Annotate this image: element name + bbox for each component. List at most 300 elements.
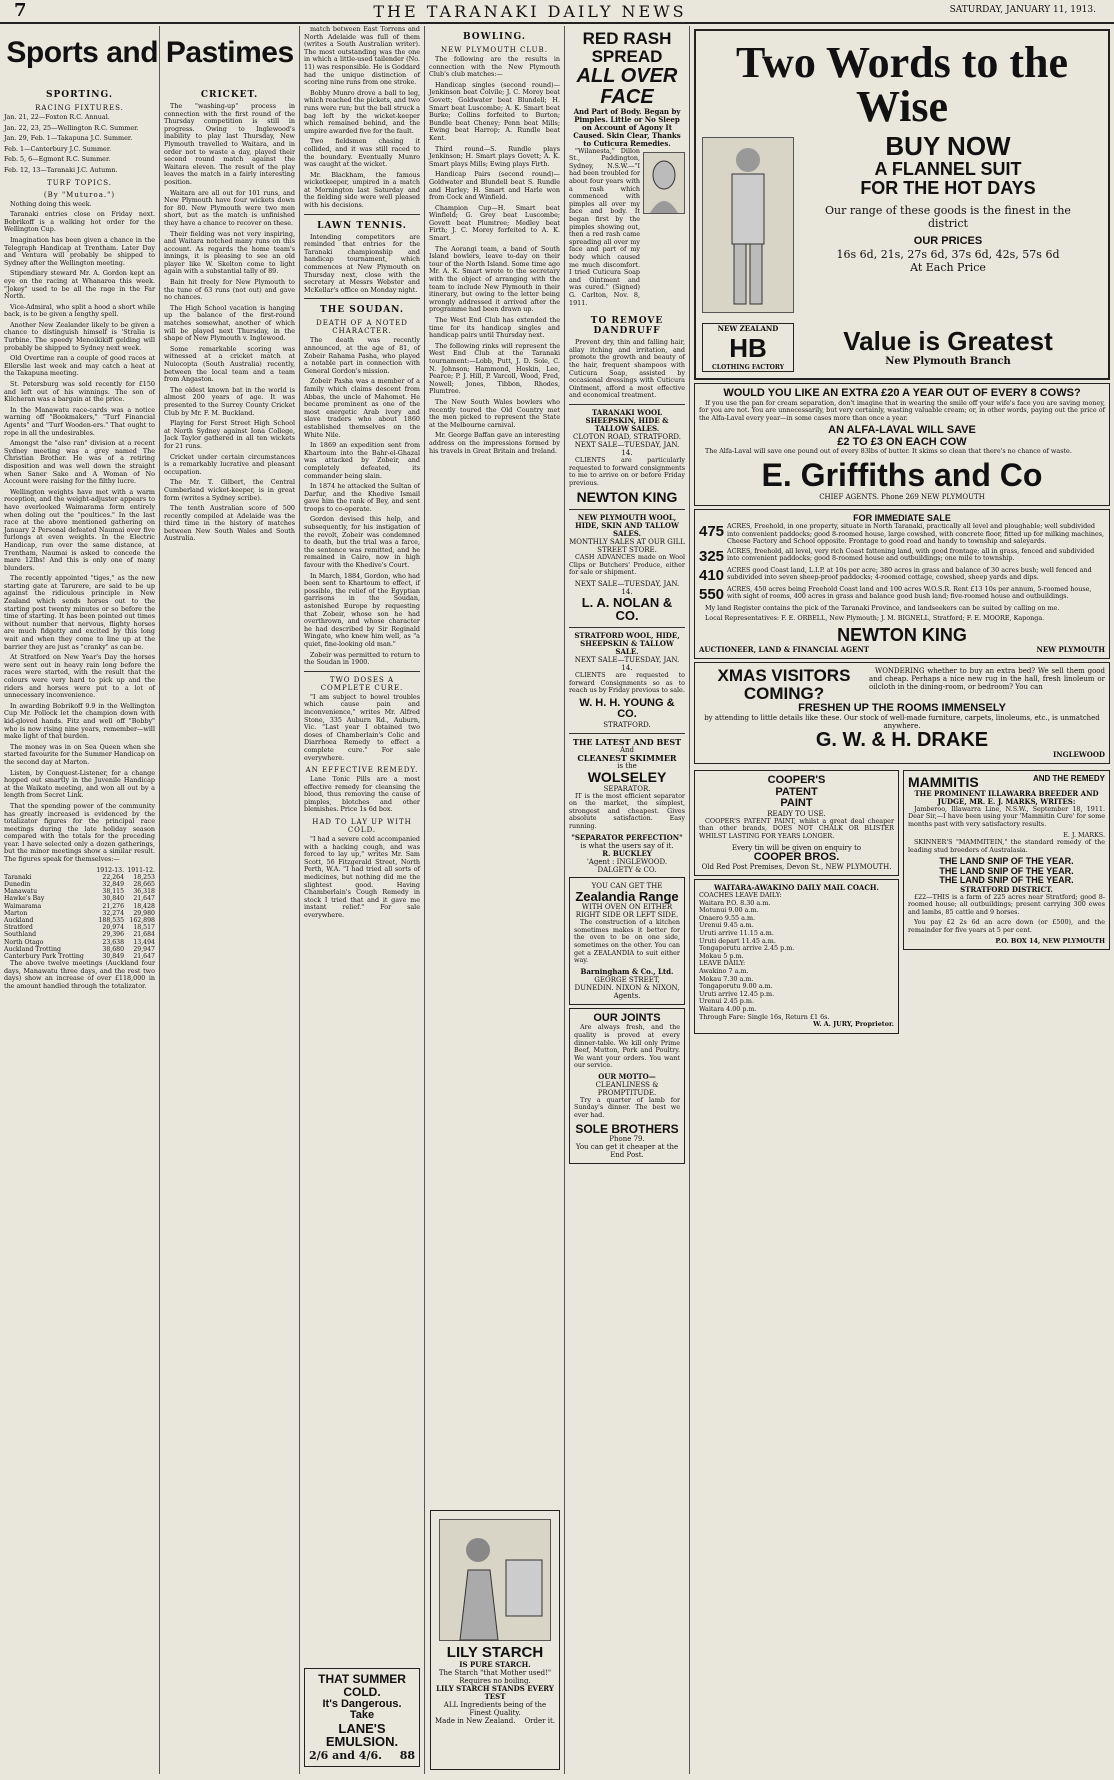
joints-ad <box>569 1008 685 1164</box>
bad-cold-text: "I had a severe cold accompanied with a hacking cough, and was forced to lay up," writes Mr. Sam Scott, 56 Fitzgerald Street, North Perth, W.A. "I had tried all sorts of medicines, but nothing did me the slightest good. Having Chamberlain's Cough Remedy in stock I tried that and it gave me instant relief." For sale everywhere. <box>304 835 420 919</box>
column-tennis-soudan <box>300 26 425 1774</box>
zealandia-l3: WITH OVEN ON EITHER RIGHT SIDE OR LEFT SIDE. <box>575 903 679 920</box>
coopers-body: COOPER'S PATENT PAINT, whilst a great deal cheaper than other brands, DOES NOT CHALK OR BLISTER WHILST LASTING FOR YEARS LONGER. <box>699 816 894 840</box>
property-ad <box>694 509 1110 659</box>
turf-paragraph: Another New Zealander likely to be given a chance to distinguish himself is 'Stralia is Turbine. The speedy Menoikikiff gelding will probably be shipped to Sydney next week. <box>4 320 155 352</box>
cricket-cont-paragraph: Bobby Munro drove a ball to leg, which reached the pickets, and two runs were run; but the ball struck a bag left by the wicket-keeper which remained behind, and the umpire awarded five for the fault. <box>304 88 420 135</box>
coach-time: Mokau 7.30 a.m. <box>699 974 754 983</box>
bowling-paragraph: Mr. George Baffan gave an interesting address on the impressions formed by his travels in Great Britain and Ireland. <box>429 431 560 455</box>
property-reps: Local Representatives: F. E. ORBELL, New Plymouth; J. M. BIGNELL, Stratford; F. E. MOORE, Kaponga. <box>705 614 1045 623</box>
totals-row <box>4 874 155 881</box>
masthead-title: THE TARANAKI DAILY NEWS <box>373 2 687 21</box>
value-greatest: Value is Greatest <box>843 326 1053 357</box>
totals-header-cell: 1912-13. <box>96 866 125 874</box>
turf-paragraph: Amongst the "also ran" division at a recent Sydney meeting was a grey named The Christian Brother. He was of a retiring disposition and was well down the straight when Saner Sake and A Woman of No Account were raising for the filthy lucre. <box>4 439 155 486</box>
totals-cell: 21,684 <box>133 931 155 939</box>
totals-row <box>4 895 155 902</box>
two-words-title: Two Words to the Wise <box>735 38 1069 131</box>
fixture-item: Jan. 22, 23, 25—Wellington R.C. Summer. <box>4 123 139 132</box>
lily-l3: LILY STARCH STANDS EVERY TEST <box>436 1683 554 1701</box>
newton-king-firm: NEWTON KING <box>837 625 967 646</box>
cricket-paragraph: Playing for Ferst Street High School at North Sydney against Iona College, Jack Taylor gathered in all ten wickets for 21 runs. <box>164 419 295 450</box>
po-box: P.O. BOX 14, NEW PLYMOUTH <box>995 936 1105 945</box>
mammitis-h2: AND THE REMEDY <box>1032 774 1105 784</box>
soudan-paragraph: The death was recently announced, at the age of 81, of Zobeir Rahama Pasha, who played a notable part in connection with General Gordon's mission. <box>304 336 420 375</box>
totals-row <box>4 910 155 917</box>
newton-king-place: NEW PLYMOUTH <box>1036 644 1105 654</box>
property-acres: 550 <box>699 585 725 603</box>
totalizator-table <box>4 867 155 961</box>
property-register: My land Register contains the pick of the Taranaki Province, and landseekers can be suited by calling on me. <box>705 603 1060 612</box>
stratford-wool-place: STRATFORD. <box>603 720 651 729</box>
coach-prop: W. A. JURY, Proprietor. <box>813 1020 894 1029</box>
totals-cell: North Otago <box>4 938 44 946</box>
red-rash-sub: And Part of Body. Began by Pimples. Little or No Sleep on Account of Agony It Caused. Skin Clear, Thanks to Cuticura Remedies. <box>573 106 681 148</box>
bowling-paragraph: The following are the results in connection with the New Plymouth Club's club matches:— <box>429 55 560 79</box>
masthead-date: SATURDAY, JANUARY 11, 1913. <box>949 5 1096 15</box>
soudan-paragraph: In 1874 he attacked the Sultan of Darfur, and the Khedive Ismail gave him the rank of Bey, and sent troops to co-operate. <box>304 482 420 513</box>
alfa-body: If you use the pan for cream separation, don't imagine that in wearing the smile off your wife's face you are saving money, for you are not. You are unnecessarily, but very certainly, wasting valuable cream; or, in other words, paying out the price of the Alfa-Laval every year—in some cases more than once a year. <box>699 398 1105 422</box>
totals-cell: 30,840 <box>102 895 125 903</box>
fixture-item: Jan. 29, Feb. 1—Takapuna J.C. Summer. <box>4 134 133 143</box>
taranaki-wool-head: TARANAKI WOOL SHEEPSKIN, HIDE & TALLOW SALES. <box>585 407 669 433</box>
page-number: 7 <box>14 0 27 21</box>
turf-paragraph: Vice-Admiral, who split a hood a short while back, is to be given a lengthy spell. <box>4 302 155 319</box>
two-doses-heading: TWO DOSES A COMPLETE CURE. <box>320 675 404 692</box>
turf-paragraph: Nothing doing this week. <box>10 199 92 208</box>
turf-paragraph: St. Petersburg was sold recently for £150 and left out of his winnings. The son of Kilcheran was a bargain at the price. <box>4 380 155 404</box>
effective-text: Lane Tonic Pills are a most effective remedy for cleansing the blood, thus removing the cause of pimples, blotches and other blemishes. Price 1s 6d box. <box>304 775 420 814</box>
totals-cell: Marton <box>4 909 28 917</box>
coach-time: Uruti depart 11.45 a.m. <box>699 936 776 945</box>
coach-time: Onaero 9.55 a.m. <box>699 913 756 922</box>
totals-cell: 38,680 <box>102 945 125 953</box>
taranaki-wool-body: CLIENTS are particularly requested to forward consignments to me to arrive on or before Friday previous. <box>569 455 685 487</box>
hb-logo <box>702 323 794 372</box>
bad-cold-heading: HAD TO LAY UP WITH COLD. <box>312 818 412 835</box>
taranaki-wool-place: CLOTON ROAD, STRATFORD. <box>573 432 681 441</box>
coach-time: Mokau 5 p.m. <box>699 951 744 960</box>
property-item <box>699 548 1105 565</box>
newton-king-sub: AUCTIONEER, LAND & FINANCIAL AGENT <box>699 644 869 654</box>
effective-heading: AN EFFECTIVE REMEDY. <box>305 766 419 775</box>
totals-cell: 29,947 <box>133 945 155 953</box>
soudan-paragraph: Zobeir was permitted to return to the Soudan in 1900. <box>304 650 420 667</box>
bowling-paragraph: The following rinks will represent the West End Club at the Taranaki tournament:—Lobb, Putt, J. D. Sole, C. N. Johnson; Hammond, Hoskin, Lee, Pearce; P. J. Hill, P. Varcoll, Wood, Fred, Nowell; Jones, Tibbon, Rhodes, Plumtree. <box>429 341 560 396</box>
totals-header-row <box>4 867 155 874</box>
lily-l1: IS PURE STARCH. <box>459 1659 531 1669</box>
coopers-h2: PATENT <box>775 785 818 798</box>
lanes-emulsion-ad <box>304 1668 420 1767</box>
property-item <box>699 586 1105 603</box>
totals-cell: Taranaki <box>4 873 32 881</box>
fixtures-list <box>4 114 155 175</box>
two-words-ad <box>694 29 1110 380</box>
buy-now: BUY NOW <box>885 131 1011 161</box>
cricket-paragraph: Waitara are all out for 101 runs, and New Plymouth have four wickets down for 80. New Plymouth were two men short, but as the match is unfinished they have a chance to recover on these. <box>164 188 295 227</box>
xmas-h1: XMAS VISITORS <box>717 665 851 685</box>
mammitis-sub: THE PROMINENT ILLAWARRA BREEDER AND JUDGE, MR. E. J. MARKS, WRITES: <box>914 788 1099 806</box>
totals-cell: 38,115 <box>102 888 125 896</box>
xmas-right: WONDERING whether to buy an extra bed? We sell them good and cheap. Perhaps a nice new rug in the hall, fresh linoleum or oilcloth in the dining-room, or bedroom? You can <box>869 666 1105 691</box>
turf-paragraph: At Stratford on New Year's Day the horses were sent out in heavy rain long before the races were started, with the result that the colours were very hard to pick up and the riders and horses were put to a lot of unnecessary inconvenience. <box>4 653 155 700</box>
land-deposit: You pay £2 2s 6d an acre down (or £500), and the remainder for five years at 5 per cent. <box>908 918 1105 935</box>
bowling-paragraph: Third round—S. Rundle plays Jenkinson; H. Smart plays Govett; A. K. Smart plays Mills; Ewing plays Firth. <box>429 144 560 168</box>
coach-time: Uruti arrive 12.45 p.m. <box>699 989 775 998</box>
wolseley-agent: R. BUCKLEY <box>602 848 652 858</box>
mammitis-h1: MAMMITIS <box>908 774 979 791</box>
totals-summary: The above twelve meetings (Auckland four days, Manawatu three days, and the rest two days) show an increase of over £118,000 in the amount handled through the totalizator. <box>4 959 155 991</box>
totals-cell: 20,974 <box>102 924 125 932</box>
zealandia-addr: GEORGE STREET, DUNEDIN. NIXON & NIXON, Agents. <box>574 975 680 1000</box>
property-acres: 410 <box>699 566 725 584</box>
two-doses-text: "I am subject to bowel troubles which cause pain and inconvenience," writes Mr. Alfred Stone, 335 Auburn Rd., Auburn, Vic. "Last year I obtained two doses of Chamberlain's Colic and Diarrhoea Remedy to effect a complete cure." For sale everywhere. <box>304 692 420 762</box>
stratford-wool-body: CLIENTS are requested to forward Consignments so as to reach us by Friday previous to sale. <box>569 671 685 695</box>
coopers-ready: READY TO USE. <box>767 809 826 818</box>
lily-l2: The Starch "that Mother used!" Requires no boiling. <box>438 1668 552 1685</box>
property-item <box>699 567 1105 584</box>
totals-cell: 36,318 <box>133 888 155 896</box>
mammitis-body: Jamberoo, Illawarra Line, N.S.W., September 18, 1911. Dear Sir,—I have been using your 'Mammitin Cure' for some months past with very satisfactory results. <box>908 804 1105 829</box>
totals-cell: 18,253 <box>133 873 155 881</box>
soudan-article <box>304 337 420 666</box>
coach-fare: Through Fare: Single 16s, Return £1 6s. <box>699 1012 830 1021</box>
red-rash-head1: RED RASH SPREAD <box>582 29 672 66</box>
turf-paragraph: Taranaki entries close on Friday next. Bobrikoff is a walking hot order for the Wellington Cup. <box>4 210 155 234</box>
lanes-ad-number: 88 <box>399 1749 415 1762</box>
lanes-ad-head1: THAT SUMMER COLD. <box>318 1672 406 1700</box>
motto-heading: OUR MOTTO— <box>598 1071 656 1081</box>
bowling-heading: BOWLING. <box>463 32 526 42</box>
zealandia-name: Zealandia Range <box>575 888 679 904</box>
coopers-tin: Every tin will be given on enquiry to <box>731 843 862 852</box>
totals-cell: 18,517 <box>133 924 155 932</box>
property-acres: 325 <box>699 547 725 565</box>
coach-leave1: COACHES LEAVE DAILY: <box>699 891 782 900</box>
turf-paragraph: In the Manawatu race-cards was a notice warning off "Bookmakers," "Turf Financial Agents" and "Turf Wooden-ers." That ought to rope in all the undesirables. <box>4 405 155 437</box>
property-head: FOR IMMEDIATE SALE <box>853 512 951 523</box>
lily-starch-name: LILY STARCH <box>446 1644 544 1661</box>
column-cricket <box>160 26 300 1774</box>
coach-time: Waitara P.O. 8.30 a.m. <box>699 898 771 907</box>
stratford-district: STRATFORD DISTRICT. <box>960 884 1053 894</box>
totals-row <box>4 881 155 888</box>
coach-time: Urenui 9.45 a.m. <box>699 921 754 930</box>
alfa-save2: £2 TO £3 ON EACH COW <box>837 435 967 448</box>
totals-cell: 22,264 <box>102 873 125 881</box>
stratford-wool-firm: W. H. H. YOUNG & CO. <box>579 696 675 721</box>
coach-time: Uruti arrive 11.15 a.m. <box>699 929 774 938</box>
alfa-body2: The Alfa-Laval will save one pound out of every 83lbs of butter. It skims so clean that there's no chance of waste. <box>705 447 1072 456</box>
soudan-heading: THE SOUDAN. <box>320 305 404 316</box>
coach-time: Tongaporutu 9.00 a.m. <box>699 982 773 991</box>
drake-firm: G. W. & H. DRAKE <box>815 729 989 752</box>
bowling-paragraph: Handicap singles (second round)—Jenkinson beat Colvile; J. C. Morey beat Govett; Goldwater beat Blundell; H. Smart beat Luscombe; A. K. Smart beat Burke; Collins forfeited to Burton; Bundle beat Cheney; Penn beat Mills; Ewing beat Harrop; A. Rundle beat Kent. <box>429 80 560 142</box>
totals-cell: 13,494 <box>133 938 155 946</box>
wolseley-l4: is the <box>617 761 637 770</box>
lawn-tennis-heading: LAWN TENNIS. <box>317 220 407 231</box>
cricket-cont-paragraph: match between East Torrens and North Adelaide was full of them (writes a South Australian writer). The most outstanding was the one in which a little-used tailender (No. 11) was responsible. He is Goddard had the unique distinction of scoring nine runs from one stroke. <box>304 25 420 87</box>
bowling-paragraph: Handicap Pairs (second round)—Goldwater and Blundell beat S. Rundle and Harley; H. Smart and Harle won from Cock and Winfield. <box>429 170 560 202</box>
totals-cell: Waimarama <box>4 902 42 910</box>
try-text: Try a quarter of lamb for Sunday's dinner. The best we ever had. <box>574 1095 680 1120</box>
soudan-paragraph: In March, 1884, Gordon, who had been sent to Khartoum to effect, if possible, the relief of the Egyptian garrisons in the Soudan, astonished Europe by requesting that Zobeir, whose son he had overthrown, and whose character he had described by Sir Reginald Wingate, who knew him well, as "a quiet, fine-looking old man." <box>304 571 420 648</box>
wolseley-l2: And <box>619 745 635 754</box>
totals-cell: 188,535 <box>98 917 125 925</box>
totals-cell: 29,396 <box>102 931 125 939</box>
cricket-paragraph: The "washing-up" process in connection with the first round of the Thursday competition is still in progress. Owing to Inglewood's inability to play last Thursday, New Plymouth travelled to Waitara, and in order not to waste a day, played their second round match against the Waitara eleven. The result of the play leaves the match in a fairly interesting position. <box>164 102 295 186</box>
range-text: Our range of these goods is the finest in the district <box>825 204 1071 231</box>
coopers-h3: PAINT <box>780 797 813 810</box>
wolseley-agent-place: 'Agent : INGLEWOOD. DALGETY & CO. <box>586 857 668 874</box>
red-rash-body: "Wilanesta," Dillon St., Paddington, Sydney, N.S.W.—"I had been troubled for about four years with a rash which commenced with pimples all over my face and body. It began first by the pimples showing out, then a red rash came spreading all over my face and part of my body which caused me much discomfort. I tried Cuticura Soap and Ointment and was cured." (Signed) G. Carlton, Nov. 8, 1911. <box>569 146 640 307</box>
totals-cell: Hawke's Bay <box>4 895 45 903</box>
cheaper-text: You can get it cheaper at the End Post. <box>575 1143 679 1160</box>
totals-cell: 21,647 <box>133 895 155 903</box>
suit-l1: A FLANNEL SUIT <box>874 159 1022 180</box>
fixture-item: Feb. 12, 13—Taranaki J.C. Autumn. <box>4 165 118 174</box>
bowling-subheading: NEW PLYMOUTH CLUB. <box>441 46 548 54</box>
fixture-item: Feb. 5, 6—Egmont R.C. Summer. <box>4 155 111 164</box>
property-text: ACRES, freehold, all level, very rich Coast fattening land, with good frontage; all in grass, fenced and subdivided into convenient paddocks; good 8-roomed house and outbuildings; one mile to township. <box>727 546 1095 563</box>
motto-text: CLEANLINESS & PROMPTITUDE. <box>595 1080 659 1097</box>
totals-cell: Dunedin <box>4 881 31 889</box>
cricket-paragraph: The Mr. T. Gilbert, the Central Cumberland wicket-keeper, is in great form (writes a Sydney scribe). <box>164 478 295 502</box>
turf-heading: TURF TOPICS. <box>47 178 112 187</box>
stratford-wool-head: STRATFORD WOOL, HIDE, SHEEPSKIN & TALLOW SALE. <box>574 631 680 657</box>
lily-starch-illustration <box>439 1519 551 1641</box>
totals-row <box>4 946 155 953</box>
man-in-suit-illustration <box>702 137 794 313</box>
bowling-articles <box>429 56 560 455</box>
face-illustration <box>643 152 685 214</box>
property-text: ACRES, Freehold, in one property, situate in North Taranaki, practically all level and ploughable; well subdivided into convenient paddocks; good 8-roomed house, large cowshed, with concrete floor, fitted up for milking machines, Cheese Factory and School opposite. Frontage to good road and handy to township and saleyards. <box>727 522 1105 546</box>
prices-head: OUR PRICES <box>913 235 983 248</box>
coach-time: Tongaporutu arrive 2.45 p.m. <box>699 944 795 953</box>
bowling-paragraph: The West End Club has extended the time for its handicap singles and handicap pairs until Thursday next. <box>429 316 560 340</box>
zealandia-firm: Barningham & Co., Ltd. <box>580 966 674 976</box>
cricket-cont-paragraph: Two fieldsmen chasing it collided, and it was still raced to the boundary. Eventually Munro was caught at the wicket. <box>304 137 420 169</box>
alfa-save1: AN ALFA-LAVAL WILL SAVE <box>828 424 976 437</box>
wolseley-l3: CLEANEST SKIMMER <box>577 752 677 763</box>
totals-cell: 23,638 <box>102 938 125 946</box>
bowling-paragraph: The Aorangi team, a band of South Island bowlers, leave to-day on their tour of the North Island. Some time ago Mr. A. K. Smart wrote to the secretary with the object of arranging with the team to include New Plymouth in their itinerary, but owing to the letter being wrongly addressed it arrived after the programme had been drawn up. <box>429 244 560 314</box>
hb-nz: NEW ZEALAND <box>717 324 779 333</box>
totals-cell: 162,898 <box>129 917 155 925</box>
turf-byline: (By "Muturoa.") <box>43 190 116 199</box>
joints-text: Are always fresh, and the quality is proved at every dinner-table. We kill only Prime Beef, Mutton, Pork and Poultry. We want your orders. You want our service. <box>574 1023 680 1070</box>
np-wool-sub: MONTHLY SALES AT OUR GILL STREET STORE. <box>569 537 685 554</box>
coach-time: Waitara 4.00 p.m. <box>699 1005 757 1014</box>
totals-cell: 21,276 <box>102 902 125 910</box>
wolseley-l1: THE LATEST AND BEST <box>572 736 682 747</box>
red-rash-head2: ALL OVER FACE <box>576 64 678 108</box>
stratford-wool-next: NEXT SALE—TUESDAY, JAN. 14. <box>574 656 680 673</box>
cricket-articles <box>164 103 295 543</box>
lanes-ad-head3: LANE'S EMULSION. <box>325 1720 399 1750</box>
mammitis-body2: SKINNER'S "MAMMITEIN," the standard remedy of the leading stud breeders of Australasia. <box>908 838 1105 854</box>
coach-time: Awakino 7 a.m. <box>699 967 749 976</box>
coopers-paint-ad <box>694 770 899 876</box>
totals-row <box>4 924 155 931</box>
turf-paragraph: Old Overtime ran a couple of good races at Ellerslie last week and may catch a heat at the Takapuna meeting. <box>4 354 155 378</box>
cricket-paragraph: Some remarkable scoring was witnessed at a cricket match at Nuiocopta (South Australia) recently, between the local team and a team from Angaston. <box>164 344 295 384</box>
turf-paragraph: The money was in on Sea Queen when she started favourite for the Summer Handicap on the second day at Marton. <box>4 742 155 766</box>
alfa-question: WOULD YOU LIKE AN EXTRA £20 A YEAR OUT OF EVERY 8 COWS? <box>723 387 1081 399</box>
land-snip-3: THE LAND SNIP OF THE YEAR. <box>939 875 1074 886</box>
joints-heading: OUR JOINTS <box>593 1011 661 1024</box>
xmas-visitors-ad <box>694 662 1110 764</box>
cricket-paragraph: Cricket under certain circumstances is a remarkably lucrative and pleasant occupation. <box>164 452 295 476</box>
griffiths-firm: E. Griffiths and Co <box>761 457 1043 494</box>
turf-paragraph: Listen, by Conquest-Listener, for a change hopped out smartly in the Juvenile Handicap at the Waikato meeting, and won all out by a length from Secret Link. <box>4 768 155 800</box>
land-snip-1: THE LAND SNIP OF THE YEAR. <box>939 856 1074 867</box>
cricket-continued <box>304 26 420 210</box>
coach-times-out <box>699 900 894 961</box>
wolseley-quote: "SEPARATOR PERFECTION" <box>571 832 683 842</box>
taranaki-wool-next: NEXT SALE—TUESDAY, JAN. 14. <box>574 440 680 457</box>
turf-paragraph: Stipendiary steward Mr. A. Gordon kept an eye on the racing at Whanaroa this week. "Jokey" used to be all the rage in the Far North. <box>4 269 155 301</box>
xmas-body: by attending to little details like these. Our stock of well-made furniture, carpets, linoleums, etc., is unmatched anywhere. <box>704 714 1100 731</box>
at-each-price: At Each Price <box>910 260 986 274</box>
totals-row <box>4 888 155 895</box>
prices: 16s 6d, 21s, 27s 6d, 37s 6d, 42s, 57s 6d <box>836 247 1060 261</box>
alfa-laval-ad <box>694 383 1110 506</box>
totals-cell: 30,849 <box>102 953 125 961</box>
wolseley-name: WOLSELEY <box>587 768 667 785</box>
cricket-heading: CRICKET. <box>200 90 259 100</box>
totals-cell: 32,274 <box>102 909 125 917</box>
property-acres: 475 <box>699 523 725 541</box>
lily-l6: Order it. <box>524 1716 555 1725</box>
wolseley-body: IT is the most efficient separator on the market, the simplest, strongest and cheapest. Gives absolute satisfaction. Easy running. <box>569 791 685 830</box>
totals-cell: 18,428 <box>133 902 155 910</box>
turf-paragraph: That the spending power of the community has greatly increased is evidenced by the totalizator figures for the principal race meetings during the late holiday season compared with the totals for the preceding year. I have selected only a dozen gatherings, but the minor meetings show a similar result. The figures speak for themselves:— <box>4 801 155 864</box>
cricket-paragraph: The tenth Australian score of 500 recently compiled at Adelaide was the third time in the history of matches between New South Wales and South Australia. <box>164 504 295 543</box>
land-offer: £22—THIS is a farm of 225 acres near Stratford; good 8-roomed house; all outbuildings; present carrying 300 ewes and lambs, 85 cattle and 9 horses. <box>908 892 1105 916</box>
taranaki-wool-firm: NEWTON KING <box>576 489 678 506</box>
turf-paragraph: Wellington weights have met with a warm reception, and the weight-adjuster appears to have overlooked Waimarama form entirely when doling out the "poultices." In the last race at the above mentioned gathering on January 2 Personal defeated Naumai over five furlongs at even weights. In the Electric Handicap, run over the same distance, at Trentham, Naumai is asked to concede the mare 12lbs! And this is only one of many blunders. <box>4 487 155 572</box>
totals-cell: 21,647 <box>133 953 155 961</box>
sports-title: Sports and Pastimes <box>6 36 294 69</box>
column-large-ads <box>690 26 1114 1774</box>
mammitis-sig: E. J. MARKS. <box>1063 830 1105 839</box>
bowling-paragraph: Champion Cup—H. Smart beat Winfield; G. Grey beat Luscombe; Govett beat Plumtree; Medley beat Firth; J. C. Morey forfeited to A. K. Smart. <box>429 203 560 243</box>
coach-ad <box>694 879 899 1034</box>
coopers-addr: Old Red Post Premises, Devon St., NEW PLYMOUTH. <box>701 863 892 872</box>
lawn-tennis-articles <box>304 234 420 295</box>
turf-paragraph: The recently appointed "tiges," as the new starting gate at Tarurere, are said to be up against the ridiculous principle in New Zealand which sends horses out to the starting post twenty minutes or so before the time of starting. It has been pointed out times without number that nervous, flighty horses are much fidgetty and excited by this long wait and when they come to line up at the barrier they are just as "cranky" as can be. <box>4 574 155 651</box>
property-item <box>699 523 1105 546</box>
property-text: ACRES good Coast land, L.I.P. at 10s per acre; 380 acres in grass and balance of 30 acres bush; well fenced and subdivided into seven sheep-proof paddocks; 4-roomed cottage, cowshed, sheep yards and dips. <box>727 565 1092 582</box>
totals-header-cell: 1911-12. <box>127 866 155 874</box>
coach-time: Urenui 2.45 p.m. <box>699 997 755 1006</box>
lanes-ad-price: 2/6 and 4/6. <box>309 1749 382 1762</box>
coach-leave2: LEAVE DAILY: <box>699 959 746 968</box>
cricket-paragraph: The oldest known bat in the world is almost 200 years of age. It was presented to the Surrey County Cricket Club by Mr. F. M. Buckland. <box>164 385 295 417</box>
totals-cell: Manawatu <box>4 888 38 896</box>
property-list <box>699 523 1105 603</box>
fixtures-heading: RACING FIXTURES. <box>35 104 124 112</box>
zealandia-body: The construction of a kitchen sometimes makes it better for the oven to be on one side, sometimes on the other. You can get a ZEALANDIA to suit either way. <box>574 918 680 965</box>
totals-row <box>4 903 155 910</box>
np-wool-head: NEW PLYMOUTH WOOL, HIDE, SKIN AND TALLOW SALES. <box>575 512 679 538</box>
lily-l5: Made in New Zealand. <box>435 1716 516 1725</box>
cricket-cont-paragraph: Mr. Blackham, the famous wicketkeeper, umpired in a match at Mornington last Saturday and the fielding side were well pleased with his decisions. <box>304 170 420 210</box>
fixture-item: Jan. 21, 22—Foxton R.C. Annual. <box>4 113 110 121</box>
coach-head: WAITARA-AWAKINO DAILY MAIL COACH. <box>714 883 879 893</box>
coopers-h1: COOPER'S <box>767 774 826 787</box>
turf-paragraph: Imagination has been given a chance in the Telegraph Handicap at Trentham. Later Day and Ventura will probably be shipped to Sydney after the Wellington meeting. <box>4 235 155 267</box>
griffiths-agents: CHIEF AGENTS. Phone 269 NEW PLYMOUTH <box>819 492 985 501</box>
mammitis-ad <box>903 770 1110 950</box>
turf-topics <box>4 201 155 864</box>
turf-paragraph: In awarding Bobrikoff 9.9 in the Wellington Cup Mr. Pollock let the champion down with kid-gloved hands. Fitz and well off "Bobby" who is now rising nine years, remember—will make light of that burden. <box>4 701 155 741</box>
zealandia-ad <box>569 877 685 1005</box>
sole-brothers-firm: SOLE BROTHERS <box>575 1121 679 1136</box>
fixture-item: Feb. 1—Canterbury J.C. Summer. <box>4 144 112 153</box>
soudan-paragraph: Zobeir Pasha was a member of a family which claims descent from Abbas, the uncle of Mahomet. He became prominent as one of the most energetic Arab ivory and slave traders who about 1860 established themselves on the White Nile. <box>304 377 420 439</box>
coach-times-back <box>699 968 894 1014</box>
zealandia-l1: YOU CAN GET THE <box>591 881 663 890</box>
sporting-heading: SPORTING. <box>45 90 114 100</box>
lily-starch-ad <box>430 1510 560 1770</box>
np-wool-firm: L. A. NOLAN & CO. <box>581 594 673 624</box>
totals-cell: 32,849 <box>102 881 125 889</box>
coopers-firm: COOPER BROS. <box>753 850 840 863</box>
tennis-paragraph: Intending competitors are reminded that entries for the Taranaki championship and handicap tournament, which commences at New Plymouth on Thursday next, close with the secretary at Messrs Webster and McKellar's office on Monday night. <box>304 232 420 294</box>
totals-cell: 29,980 <box>133 909 155 917</box>
lanes-ad-head2: It's Dangerous. Take <box>322 1697 402 1722</box>
wolseley-is: is what the users say of it. <box>580 841 674 850</box>
dandruff-text: Prevent dry, thin and falling hair, allay itching and irritation, and promote the growth and beauty of the hair, frequent shampoos with Cuticura Soap, assisted by occasional dressings with Cuticura Ointment, afford a most effective and economical treatment. <box>569 338 685 400</box>
totals-cell: 28,665 <box>133 881 155 889</box>
totals-header-cell <box>4 867 93 874</box>
property-text: ACRES, 450 acres being Freehold Coast land and 100 acres W.O.S.R. Rent £13 10s per annum, 5-roomed house, with sight of rooms, 400 acres in grass and balance good bush land; five-roomed house and outbuildings. <box>727 584 1092 601</box>
np-wool-body: CASH ADVANCES made on Wool Clips or Butchers' Produce, either for sale or shipment. <box>569 552 685 577</box>
np-wool-next: NEXT SALE—TUESDAY, JAN. 14. <box>574 579 680 596</box>
lily-l4: ALL Ingredients being of the Finest Quality. <box>443 1700 547 1717</box>
soudan-subheading: DEATH OF A NOTED CHARACTER. <box>316 319 408 336</box>
totals-row <box>4 939 155 946</box>
cricket-paragraph: The High School vacation is hanging up the balance of the first-round matches somewhat, another of which will be played next Thursday, in the shape of New Plymouth v. Inglewood. <box>164 303 295 343</box>
sole-brothers-phone: Phone 79. <box>609 1135 645 1144</box>
hb-clothing: CLOTHING FACTORY <box>712 364 784 371</box>
column-ads <box>565 26 690 1774</box>
cricket-paragraph: Bain hit freely for New Plymouth to the tune of 63 runs (not out) and gave no chances. <box>164 278 295 302</box>
totals-row <box>4 931 155 938</box>
wolseley-l6: SEPARATOR. <box>603 784 651 793</box>
np-branch: New Plymouth Branch <box>885 355 1011 367</box>
masthead <box>0 0 1114 24</box>
suit-l2: FOR THE HOT DAYS <box>860 178 1036 199</box>
xmas-h2: COMING? <box>743 683 825 703</box>
dandruff-heading: TO REMOVE DANDRUFF <box>590 316 664 337</box>
bowling-paragraph: The New South Wales bowlers who recently toured the Old Country met the men picked to represent the State at the Melbourne carnival. <box>429 397 560 429</box>
totals-cell: Canterbury Park Trotting <box>4 953 84 961</box>
totals-cell: Southland <box>4 931 37 939</box>
coach-time: Motunui 9.00 a.m. <box>699 906 759 915</box>
soudan-paragraph: In 1869 an expedition sent from Khartoum into the Bahr-el-Ghazal was attacked by Zobeir, and completely defeated, its commander being slain. <box>304 441 420 480</box>
totals-cell: Auckland <box>4 917 34 925</box>
land-snip-2: THE LAND SNIP OF THE YEAR. <box>939 865 1074 876</box>
xmas-freshen: FRESHEN UP THE ROOMS IMMENSELY <box>798 701 1006 714</box>
soudan-paragraph: Gordon devised this help, and subsequently, for his instigation of the revolt, Zobeir was condemned to death, but the trial was a farce, the sentence was remitted, and he remained in Cairo, now in high favour with the Khedive's Court. <box>304 515 420 570</box>
drake-place: INGLEWOOD <box>1052 750 1105 760</box>
totals-cell: Auckland Trotting <box>4 945 61 953</box>
cricket-paragraph: Their fielding was not very inspiring, and Waitara notched many runs on this account. As regards the home team's innings, it is pleasing to see an old player like W. Skelton come to light again with a substantial tally of 89. <box>164 229 295 276</box>
totals-cell: Stratford <box>4 924 33 932</box>
